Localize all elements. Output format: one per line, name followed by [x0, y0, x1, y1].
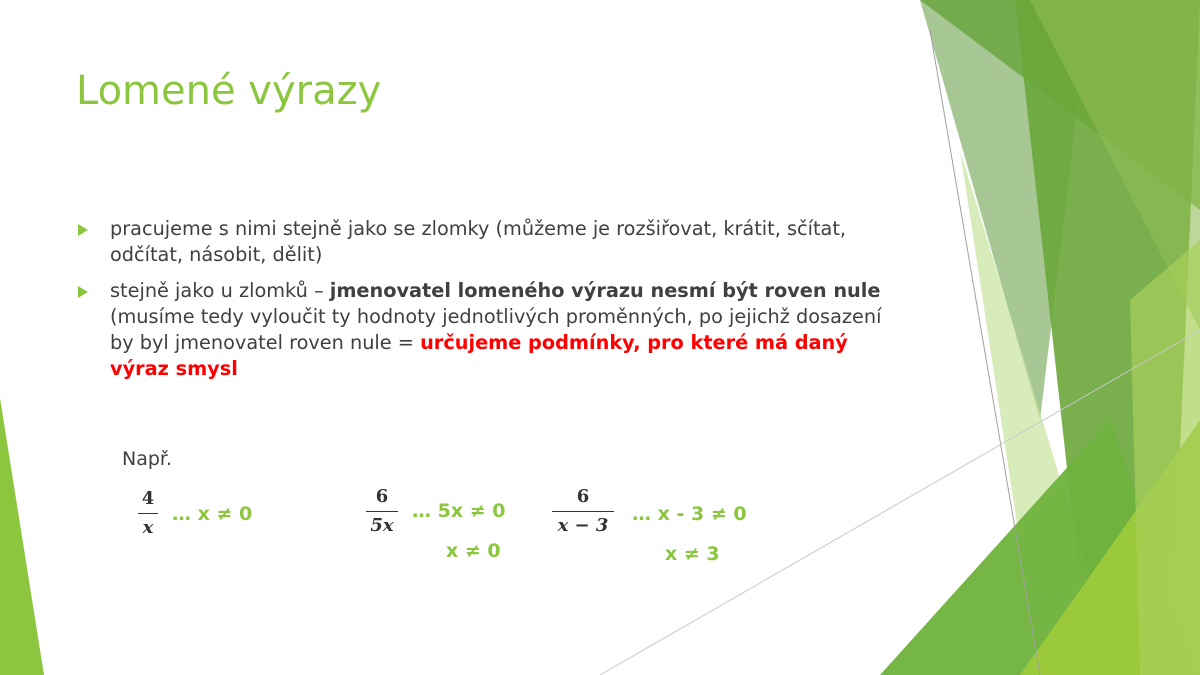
bullet-arrow-icon [78, 224, 88, 236]
bullet-text-bold: jmenovatel lomeného výrazu nesmí být roven nule [329, 279, 881, 302]
condition: … x ≠ 0 [172, 503, 253, 525]
slide-title: Lomené výrazy [76, 68, 382, 114]
condition-result: x ≠ 0 [446, 540, 501, 562]
fraction-bar [552, 511, 614, 512]
fraction-bar [138, 513, 158, 514]
bullet-text-middle: (musíme tedy vyloučit ty hodnoty jednotlivých proměnných, po jejichž dosazení by byl jmenovatel roven nule = [110, 305, 882, 354]
condition: … x - 3 ≠ 0 [632, 503, 747, 525]
bullet-text-lead: stejně jako u zlomků – [110, 279, 330, 302]
bullet-arrow-icon [78, 286, 88, 298]
condition: … 5x ≠ 0 [412, 500, 506, 522]
fraction-denominator: 5x [370, 515, 394, 536]
condition-result: x ≠ 3 [665, 543, 720, 565]
fraction [366, 486, 398, 537]
fraction [138, 488, 158, 539]
fraction [552, 486, 614, 537]
bullet-item [76, 216, 906, 268]
bullet-item [76, 278, 906, 382]
example-label: Např. [122, 448, 173, 470]
fraction-numerator: 4 [141, 488, 155, 509]
bullet-text-highlight: určujeme podmínky, pro které má daný výraz smysl [110, 331, 848, 380]
fraction-bar [366, 511, 398, 512]
fraction-numerator: 6 [576, 486, 590, 507]
bullet-list [76, 216, 906, 382]
fraction-denominator: x − 3 [557, 515, 609, 536]
bullet-text: pracujeme s nimi stejně jako se zlomky (můžeme je rozšiřovat, krátit, sčítat, odčítat, násobit, dělit) [110, 217, 847, 266]
fraction-denominator: x [142, 517, 154, 538]
fraction-numerator: 6 [375, 486, 389, 507]
